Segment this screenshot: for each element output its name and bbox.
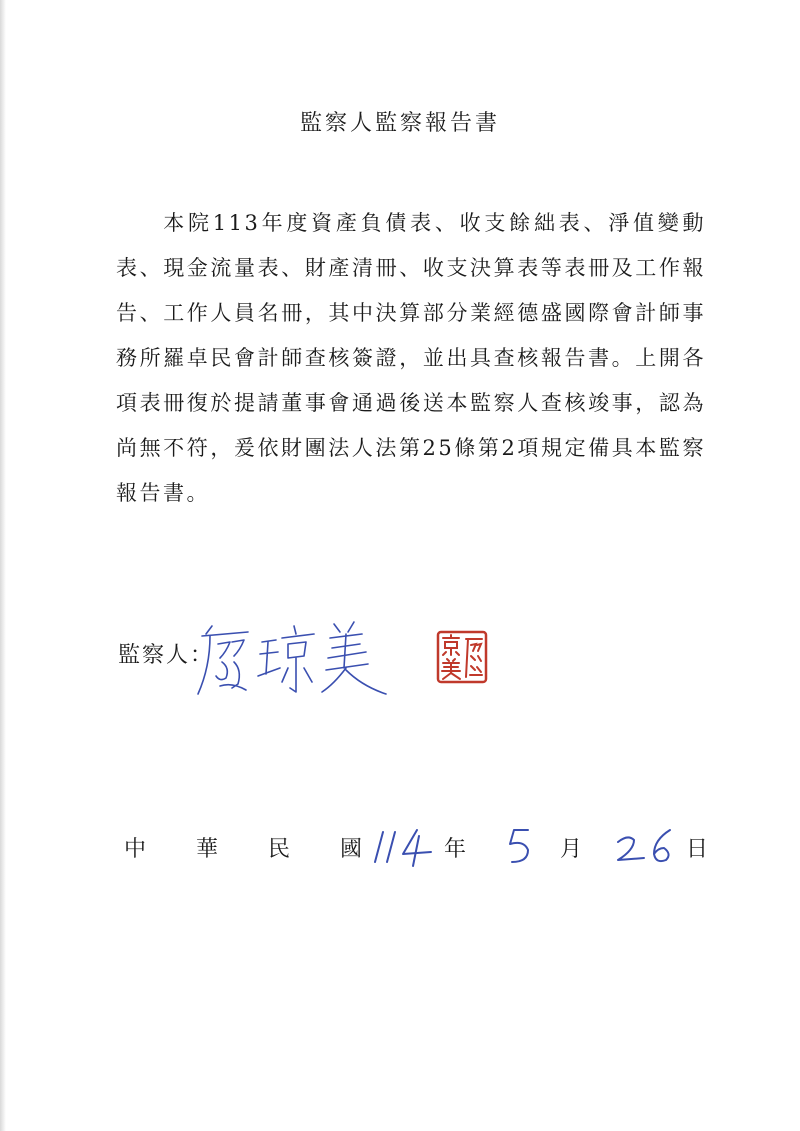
- red-seal-stamp: [436, 630, 488, 684]
- supervisor-label: 監察人：: [118, 643, 215, 668]
- date-era-char: 中: [124, 837, 147, 862]
- date-era-char: 民: [268, 837, 291, 862]
- date-era-char: 華: [196, 837, 219, 862]
- handwritten-year: [369, 820, 439, 870]
- date-day-unit: 日: [686, 837, 709, 862]
- handwritten-signature: [196, 612, 396, 702]
- date-line: [124, 820, 724, 870]
- date-era-char: 國: [340, 837, 363, 862]
- document-title: 監察人監察報告書: [299, 111, 500, 136]
- handwritten-month: [502, 820, 538, 870]
- handwritten-day: [614, 820, 686, 870]
- date-year-unit: 年: [444, 837, 467, 862]
- date-month-unit: 月: [560, 837, 583, 862]
- report-body: [116, 201, 706, 516]
- scan-edge-shadow: [0, 0, 6, 1131]
- report-paragraph: 本院113年度資產負債表、收支餘絀表、淨值變動表、現金流量表、財產清冊、收支決算表等表冊及工作報告、工作人員名冊，其中決算部分業經德盛國際會計師事務所羅卓民會計師查核簽證，並出具查核報告書。上開各項表冊復於提請董事會通過後送本監察人查核竣事，認為尚無不符，爰依財團法人法第25條第2項規定備具本監察報告書。: [116, 211, 706, 505]
- supervisor-signature-block: [118, 630, 718, 720]
